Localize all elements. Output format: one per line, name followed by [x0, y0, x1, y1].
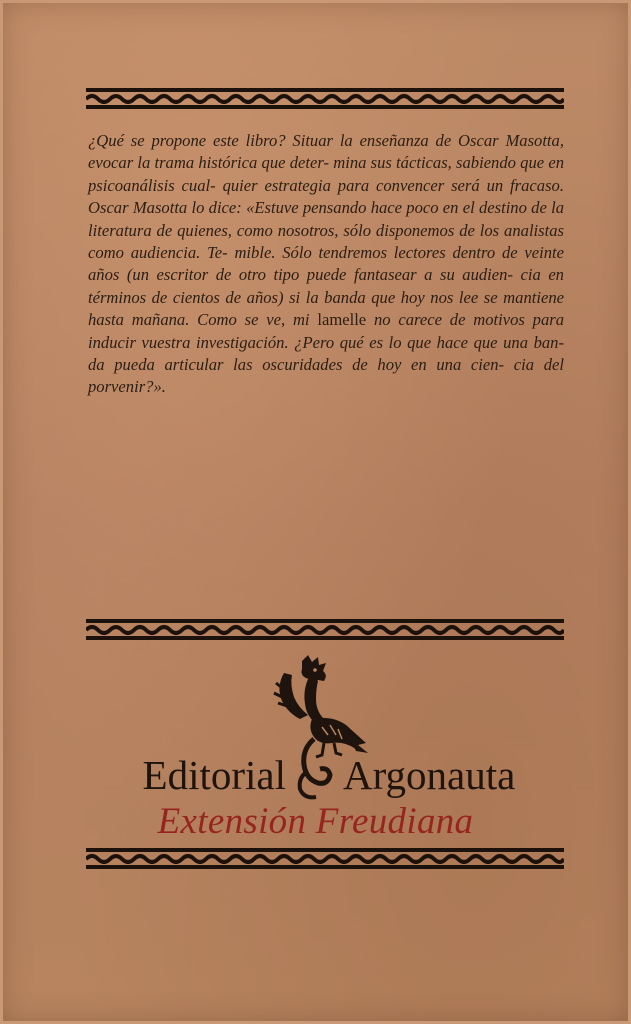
blurb-line-12-end: no carece de motivos para inducir vuestra	[88, 310, 565, 352]
blurb-line-9: (un escritor de otro tipo puede fantasear a su audien-	[126, 265, 513, 285]
blurb-line-6: destino de la literatura de quienes, como nosotros,	[88, 198, 564, 240]
blurb-line-11: hoy nos lee se mantiene hasta mañana. Como se ve,	[88, 287, 564, 330]
blurb-line-3: mina sus tácticas, sabiendo que en psicoanálisis cual-	[88, 153, 564, 195]
back-cover-blurb	[88, 130, 564, 399]
blurb-line-1: ¿Qué se propone este libro? Situar la enseñanza de	[88, 131, 452, 150]
top-ornamental-rule	[86, 86, 564, 112]
blurb-line-4: quier estrategia para convencer será un fracaso. Oscar	[88, 175, 564, 218]
blurb-line-15: cia del porvenir?».	[88, 355, 564, 397]
blurb-line-14: da pueda articular las oscuridades de hoy en una cien-	[88, 355, 505, 375]
publisher-word-editorial: Editorial	[142, 752, 286, 798]
blurb-line-8: mible. Sólo tendremos lectores dentro de veinte años	[88, 243, 564, 285]
blurb-line-7: sólo disponemos de los analistas como audiencia. Te-	[88, 220, 564, 263]
blurb-line-2: Oscar Masotta, evocar la trama histórica que deter-	[88, 131, 564, 173]
bottom-ornamental-rule	[86, 846, 564, 872]
blurb-line-5: Masotta lo dice: «Estuve pensando hace poco en el	[132, 198, 475, 218]
publisher-word-argonauta: Argonauta	[343, 752, 516, 798]
publisher-name	[0, 752, 631, 798]
blurb-line-13: investigación. ¿Pero qué es lo que hace que una ban-	[195, 332, 565, 352]
blurb-line-10: cia en términos de cientos de años) si la banda que	[88, 265, 564, 307]
middle-ornamental-rule	[86, 617, 564, 643]
collection-name: Extensión Freudiana	[157, 801, 474, 842]
blurb-roman-word: lamelle	[317, 310, 367, 330]
blurb-line-12-start: mi	[292, 310, 318, 330]
